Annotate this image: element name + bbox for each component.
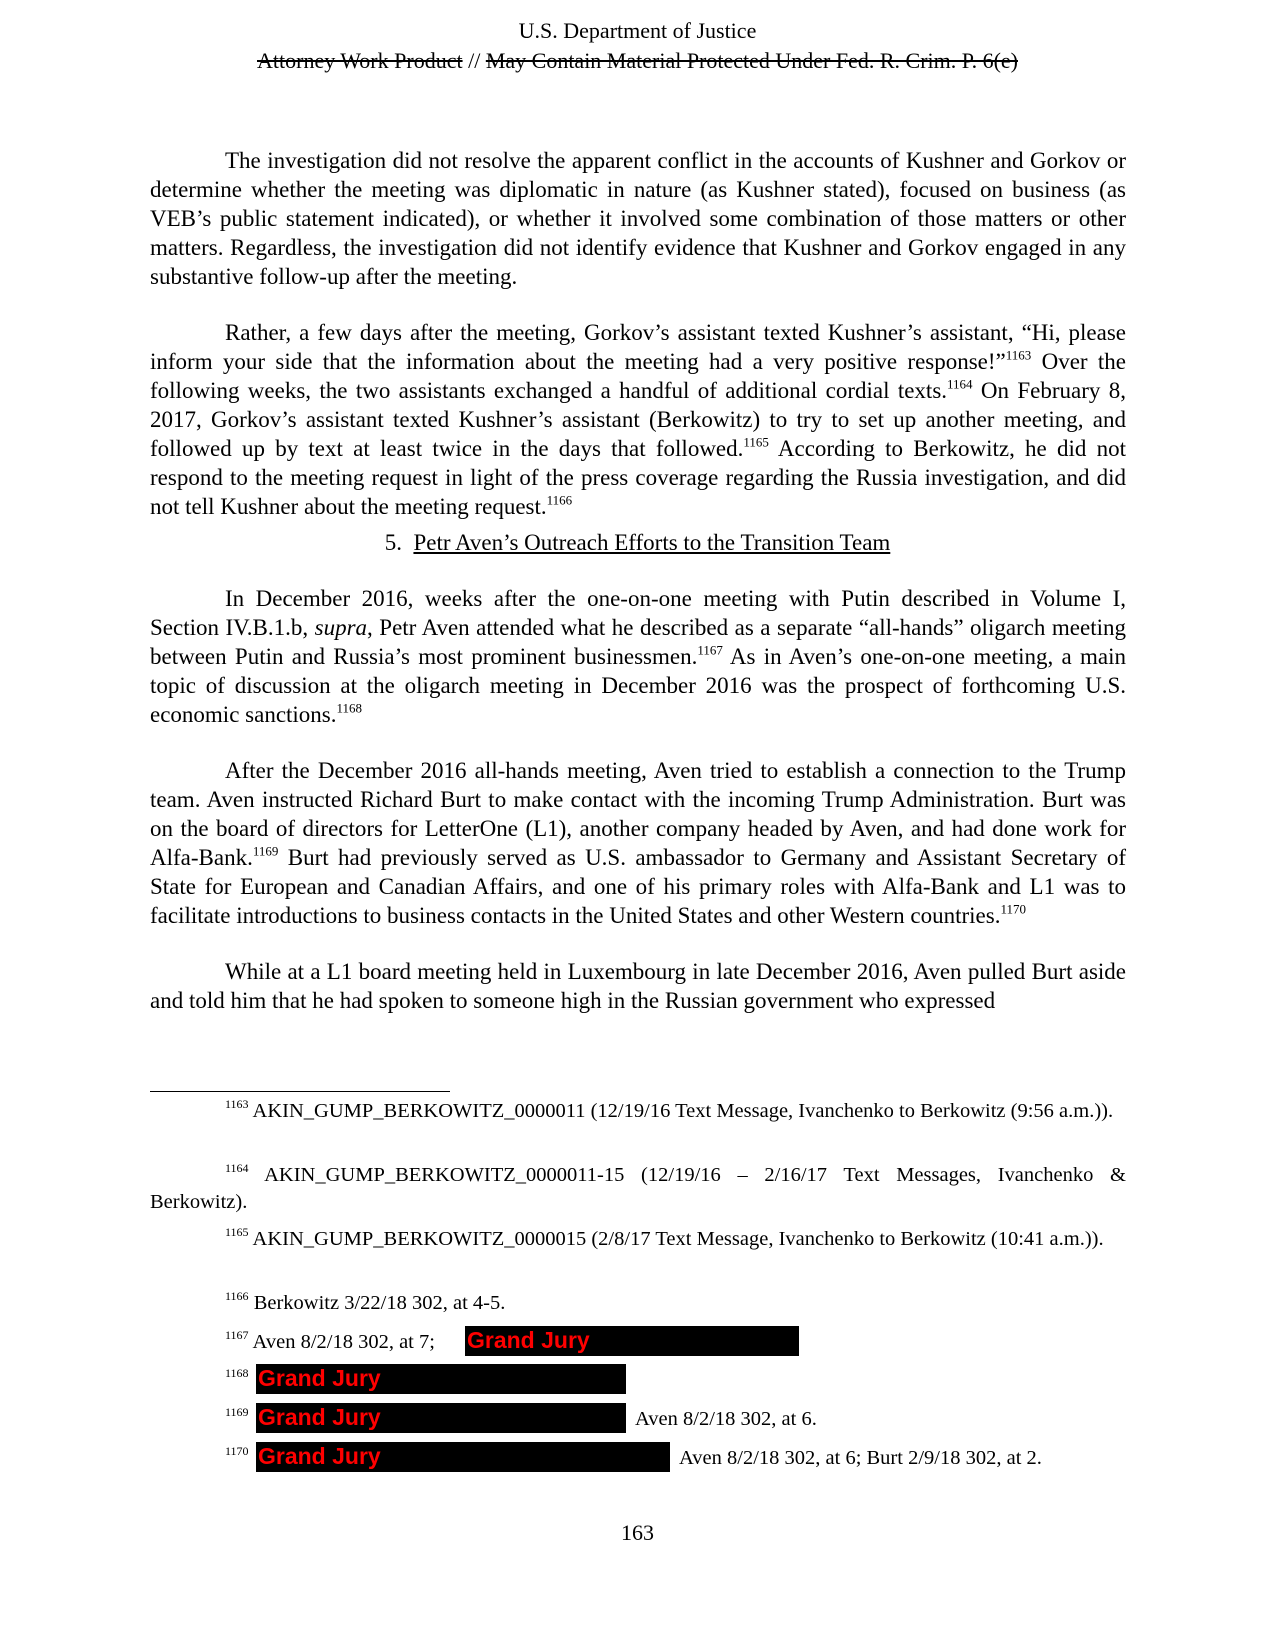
agency-header: U.S. Department of Justice	[518, 18, 757, 43]
page-number: 163	[621, 1520, 654, 1545]
grand-jury-redaction: Grand Jury	[256, 1442, 670, 1472]
footnote-1163	[150, 1098, 1126, 1125]
paragraph-2-text-c: On February 8, 2017, Gorkov’s assistant texted Kushner’s assistant (Berkowitz) to try to set up another meeting, and followed up by text at least twice in the days that followed.	[150, 378, 1127, 461]
footnote-1165	[150, 1226, 1126, 1253]
paragraph-2-text-a: Rather, a few days after the meeting, Gorkov’s assistant texted Kushner’s assistant, “Hi, please inform your side that the information about the meeting had a very positive response!”	[150, 320, 1126, 374]
footnote-1167	[225, 1329, 435, 1356]
section-title: Petr Aven’s Outreach Efforts to the Transition Team	[413, 530, 891, 555]
footnote-number: 1170	[225, 1444, 249, 1458]
footnote-number: 1163	[225, 1097, 249, 1111]
footnote-ref-1163: 1163	[1005, 347, 1032, 363]
footnote-text: AKIN_GUMP_BERKOWITZ_0000015 (2/8/17 Text Message, Ivanchenko to Berkowitz (10:41 a.m.)).	[248, 1228, 1104, 1250]
footnote-1170	[225, 1445, 249, 1472]
footnote-number: 1168	[225, 1366, 249, 1380]
footnote-number: 1166	[225, 1289, 249, 1303]
grand-jury-redaction: Grand Jury	[256, 1403, 626, 1433]
footnote-1169	[225, 1406, 249, 1433]
paragraph-3-text-b: , Petr Aven attended what he described as a separate “all-hands” oligarch meeting between Putin and Russia’s most prominent businessmen.	[150, 615, 1126, 669]
footnote-ref-1169: 1169	[252, 843, 279, 859]
footnote-1168	[225, 1367, 249, 1394]
paragraph-2-text-d: According to Berkowitz, he did not respond to the meeting request in light of the press coverage regarding the Russia investigation, and did not tell Kushner about the meeting request.	[150, 436, 1126, 519]
footnote-number: 1167	[225, 1328, 249, 1342]
footnote-ref-1170: 1170	[1000, 901, 1026, 917]
footnote-ref-1165: 1165	[743, 434, 769, 450]
paragraph-3-text-a: In December 2016, weeks after the one-on-one meeting with Putin described in Volume I, Section IV.B.1.b,	[150, 586, 1126, 640]
body-section-2	[150, 584, 1126, 1042]
marking-grand-jury: May Contain Material Protected Under Fed. R. Crim. P. 6(e)	[485, 48, 1018, 73]
footnote-separator	[150, 1091, 450, 1092]
marking-separator: //	[462, 48, 486, 73]
paragraph-3-italic: supra	[314, 615, 368, 640]
footnote-ref-1166: 1166	[546, 492, 573, 508]
section-number: 5.	[384, 530, 402, 555]
footnote-1166	[225, 1290, 505, 1317]
footnote-ref-1164: 1164	[947, 376, 973, 392]
footnote-number: 1165	[225, 1225, 249, 1239]
paragraph-1: The investigation did not resolve the apparent conflict in the accounts of Kushner and Gorkov or determine whether the meeting was diplomatic in nature (as Kushner stated), focused on business (as VEB’s public statement indicated), or whether it involved some combination of those matters or other matters. Regardless, the investigation did not identify evidence that Kushner and Gorkov engaged in any substantive follow-up after the meeting.	[150, 148, 1126, 289]
paragraph-4-text-b: Burt had previously served as U.S. ambassador to Germany and Assistant Secretary of State for European and Canadian Affairs, and one of his primary roles with Alfa-Bank and L1 was to facilitate introductions to business contacts in the United States and other Western countries.	[150, 845, 1126, 928]
paragraph-2-text-b: Over the following weeks, the two assistants exchanged a handful of additional cordial texts.	[150, 349, 1126, 403]
paragraph-4	[150, 756, 1126, 930]
body-section-1	[150, 146, 1126, 548]
grand-jury-redaction: Grand Jury	[256, 1364, 626, 1394]
footnote-text: AKIN_GUMP_BERKOWITZ_0000011-15 (12/19/16 – 2/16/17 Text Messages, Ivanchenko & Berkowitz).	[150, 1164, 1126, 1213]
footnote-text: Aven 8/2/18 302, at 7;	[248, 1331, 435, 1353]
paragraph-3	[150, 584, 1126, 729]
paragraph-5: While at a L1 board meeting held in Luxembourg in late December 2016, Aven pulled Burt aside and told him that he had spoken to someone high in the Russian government who expressed	[150, 959, 1126, 1013]
footnote-1169-text: Aven 8/2/18 302, at 6.	[635, 1408, 817, 1430]
footnote-ref-1168: 1168	[336, 700, 363, 716]
paragraph-3-text-c: As in Aven’s one-on-one meeting, a main topic of discussion at the oligarch meeting in December 2016 was the prospect of forthcoming U.S. economic sanctions.	[150, 644, 1127, 727]
footnote-1164	[150, 1162, 1126, 1216]
document-marking	[0, 46, 1275, 76]
footnote-number: 1164	[225, 1161, 249, 1175]
footnote-number: 1169	[225, 1405, 249, 1419]
section-heading	[0, 528, 1275, 557]
marking-work-product: Attorney Work Product	[257, 48, 463, 73]
paragraph-2	[150, 318, 1126, 521]
footnote-ref-1167: 1167	[697, 642, 723, 658]
footnote-text: AKIN_GUMP_BERKOWITZ_0000011 (12/19/16 Text Message, Ivanchenko to Berkowitz (9:56 a.m.)).	[248, 1100, 1114, 1122]
footnote-text: Berkowitz 3/22/18 302, at 4-5.	[248, 1292, 506, 1314]
paragraph-4-text-a: After the December 2016 all-hands meeting, Aven tried to establish a connection to the Trump team. Aven instructed Richard Burt to make contact with the incoming Trump Administration. Burt was on the board of directors for LetterOne (L1), another company headed by Aven, and had done work for Alfa-Bank.	[150, 758, 1126, 870]
footnote-1170-text: Aven 8/2/18 302, at 6; Burt 2/9/18 302, at 2.	[679, 1447, 1042, 1469]
grand-jury-redaction: Grand Jury	[465, 1326, 799, 1356]
